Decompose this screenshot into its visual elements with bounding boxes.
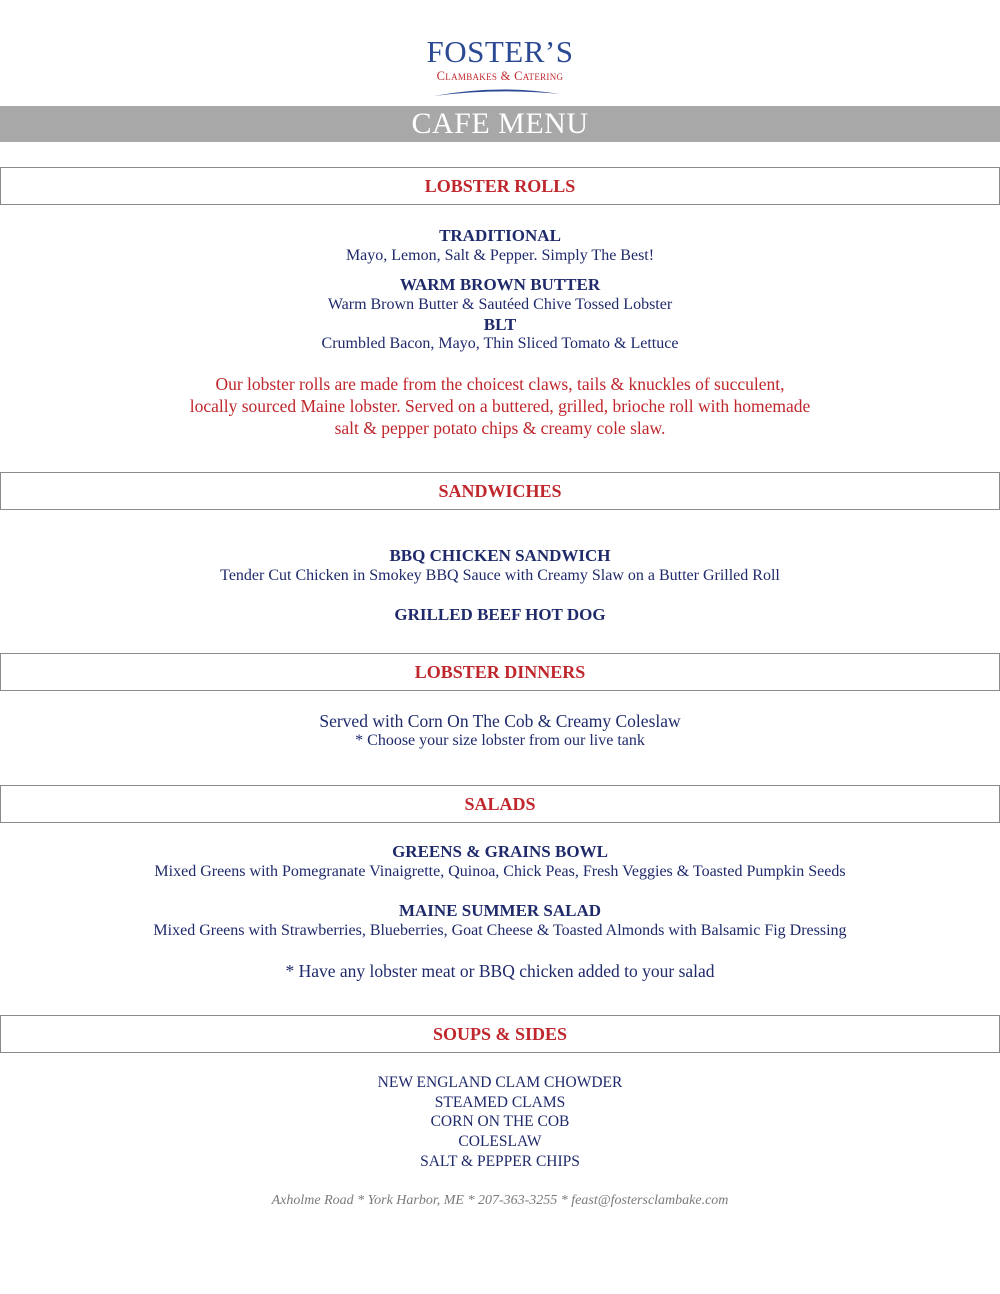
side-item: COLESLAW [458, 1133, 542, 1150]
lobster-roll-note-line: Our lobster rolls are made from the choicest claws, tails & knuckles of succulent, [215, 374, 785, 394]
menu-item-desc: Mixed Greens with Strawberries, Blueberries, Goat Cheese & Toasted Almonds with Balsamic Fig Dressing [153, 922, 847, 939]
logo-swoosh-icon [432, 84, 562, 100]
menu-item-name: BLT [483, 315, 517, 334]
salad-note: * Have any lobster meat or BBQ chicken added to your salad [285, 961, 715, 981]
menu-item-desc: Tender Cut Chicken in Smokey BBQ Sauce with Creamy Slaw on a Butter Grilled Roll [220, 567, 780, 584]
menu-item-name: GREENS & GRAINS BOWL [392, 842, 608, 861]
footer-contact: Axholme Road * York Harbor, ME * 207-363-3255 * feast@fostersclambake.com [271, 1193, 729, 1208]
menu-item-name: TRADITIONAL [439, 226, 561, 245]
menu-item-name: BBQ CHICKEN SANDWICH [389, 546, 611, 565]
section-title: SALADS [464, 794, 536, 814]
section-header-soups-sides [0, 1015, 1000, 1053]
section-header-lobster-rolls [0, 167, 1000, 205]
menu-item-desc: Mayo, Lemon, Salt & Pepper. Simply The Best! [345, 247, 655, 264]
menu-banner [0, 106, 1000, 142]
side-item: CORN ON THE COB [430, 1113, 570, 1130]
lobster-dinner-line: Served with Corn On The Cob & Creamy Coleslaw [319, 711, 681, 731]
menu-item-name: WARM BROWN BUTTER [399, 275, 601, 294]
section-title: LOBSTER DINNERS [414, 662, 586, 682]
side-item: SALT & PEPPER CHIPS [420, 1153, 580, 1170]
lobster-dinner-line: * Choose your size lobster from our live tank [355, 732, 645, 749]
menu-item-desc: Warm Brown Butter & Sautéed Chive Tossed Lobster [327, 296, 673, 313]
lobster-roll-note-line: locally sourced Maine lobster. Served on a buttered, grilled, brioche roll with homemade [189, 396, 811, 416]
menu-item-name: GRILLED BEEF HOT DOG [394, 605, 606, 624]
section-header-sandwiches [0, 472, 1000, 510]
section-title: SOUPS & SIDES [432, 1024, 568, 1044]
menu-item-name: MAINE SUMMER SALAD [398, 901, 602, 920]
menu-item-desc: Crumbled Bacon, Mayo, Thin Sliced Tomato & Lettuce [321, 335, 679, 352]
section-title: SANDWICHES [438, 481, 562, 501]
logo-name: FOSTER’S [426, 34, 574, 69]
section-header-lobster-dinners [0, 653, 1000, 691]
lobster-roll-note-line: salt & pepper potato chips & creamy cole slaw. [334, 418, 666, 438]
section-header-salads [0, 785, 1000, 823]
logo-subtitle: Clambakes & Catering [436, 69, 564, 83]
menu-title: CAFE MENU [411, 107, 589, 140]
menu-item-desc: Mixed Greens with Pomegranate Vinaigrette, Quinoa, Chick Peas, Fresh Veggies & Toasted Pumpkin Seeds [154, 863, 846, 880]
side-item: NEW ENGLAND CLAM CHOWDER [377, 1074, 623, 1091]
side-item: STEAMED CLAMS [434, 1094, 566, 1111]
section-title: LOBSTER ROLLS [424, 176, 576, 196]
